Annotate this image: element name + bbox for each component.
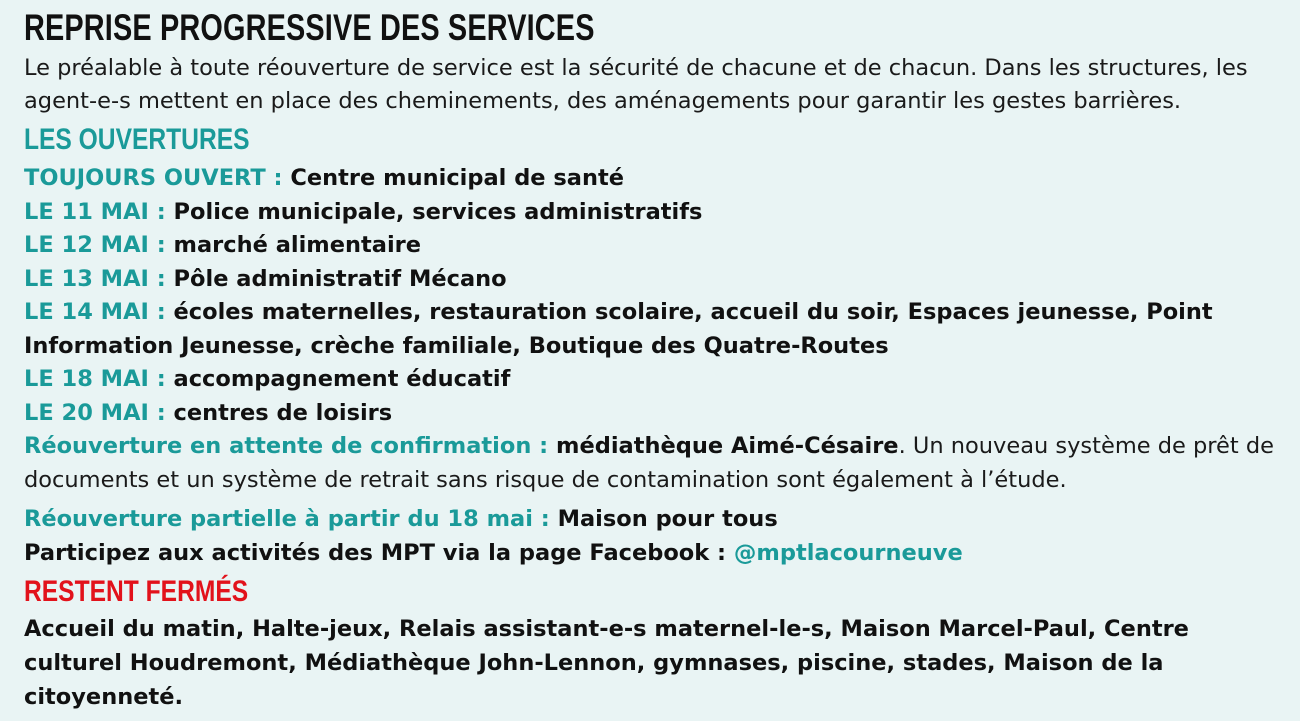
- opening-item: [24, 296, 1276, 363]
- pending-label: Réouverture en attente de confirmation :: [24, 433, 557, 459]
- pending-text: médiathèque Aimé-Césaire: [556, 433, 899, 459]
- opening-text: accompagnement éducatif: [173, 366, 511, 392]
- opening-item: [24, 263, 1276, 297]
- opening-item: [24, 397, 1276, 431]
- opening-label: LE 13 MAI :: [24, 265, 174, 292]
- opening-text: Centre municipal de santé: [290, 165, 625, 191]
- opening-label: LE 11 MAI :: [24, 198, 174, 225]
- opening-item: [24, 162, 1276, 196]
- opening-item: [24, 229, 1276, 263]
- opening-item: [24, 196, 1276, 230]
- partial-label: Réouverture partielle à partir du 18 mai :: [24, 506, 558, 532]
- page-title: REPRISE PROGRESSIVE DES SERVICES: [24, 7, 595, 48]
- opening-text: marché alimentaire: [173, 232, 422, 258]
- facebook-handle-link[interactable]: @mptlacourneuve: [733, 539, 963, 566]
- openings-heading: LES OUVERTURES: [24, 123, 250, 156]
- facebook-text: Participez aux activités des MPT via la page Facebook :: [24, 539, 734, 566]
- opening-label: LE 18 MAI :: [24, 366, 174, 392]
- opening-label: LE 20 MAI :: [24, 399, 174, 426]
- pending-reopening: [24, 430, 1276, 497]
- opening-text: Pôle administratif Mécano: [173, 265, 507, 292]
- opening-label: TOUJOURS OUVERT :: [24, 165, 291, 191]
- openings-list: [24, 162, 1276, 570]
- closed-heading: RESTENT FERMÉS: [24, 575, 249, 608]
- partial-reopening: [24, 503, 1276, 537]
- opening-text: Police municipale, services administratifs: [173, 198, 703, 225]
- opening-text: écoles maternelles, restauration scolaire, accueil du soir, Espaces jeunesse, Point Information Jeunesse, crèche familiale, Boutique des Quatre-Routes: [24, 299, 1213, 359]
- closed-list: Accueil du matin, Halte-jeux, Relais assistant-e-s maternel-le-s, Maison Marcel-Paul, Centre culturel Houdremont, Médiathèque John-Lennon, gymnases, piscine, stades, Maison de la citoyenneté.: [24, 616, 1189, 710]
- opening-text: centres de loisirs: [173, 399, 393, 426]
- intro-paragraph: Le préalable à toute réouverture de service est la sécurité de chacune et de chacun. Dans les structures, les agent-e-s mettent en place des cheminements, des aménagements pour garantir les gestes barrières.: [24, 55, 1248, 114]
- partial-text: Maison pour tous: [557, 506, 778, 532]
- facebook-line: [24, 537, 1276, 571]
- opening-item: [24, 363, 1276, 397]
- pending-note: . Un nouveau système de prêt de documents et un système de retrait sans risque de contamination sont également à l’étude.: [24, 433, 1274, 493]
- opening-label: LE 12 MAI :: [24, 232, 174, 258]
- opening-label: LE 14 MAI :: [24, 299, 174, 325]
